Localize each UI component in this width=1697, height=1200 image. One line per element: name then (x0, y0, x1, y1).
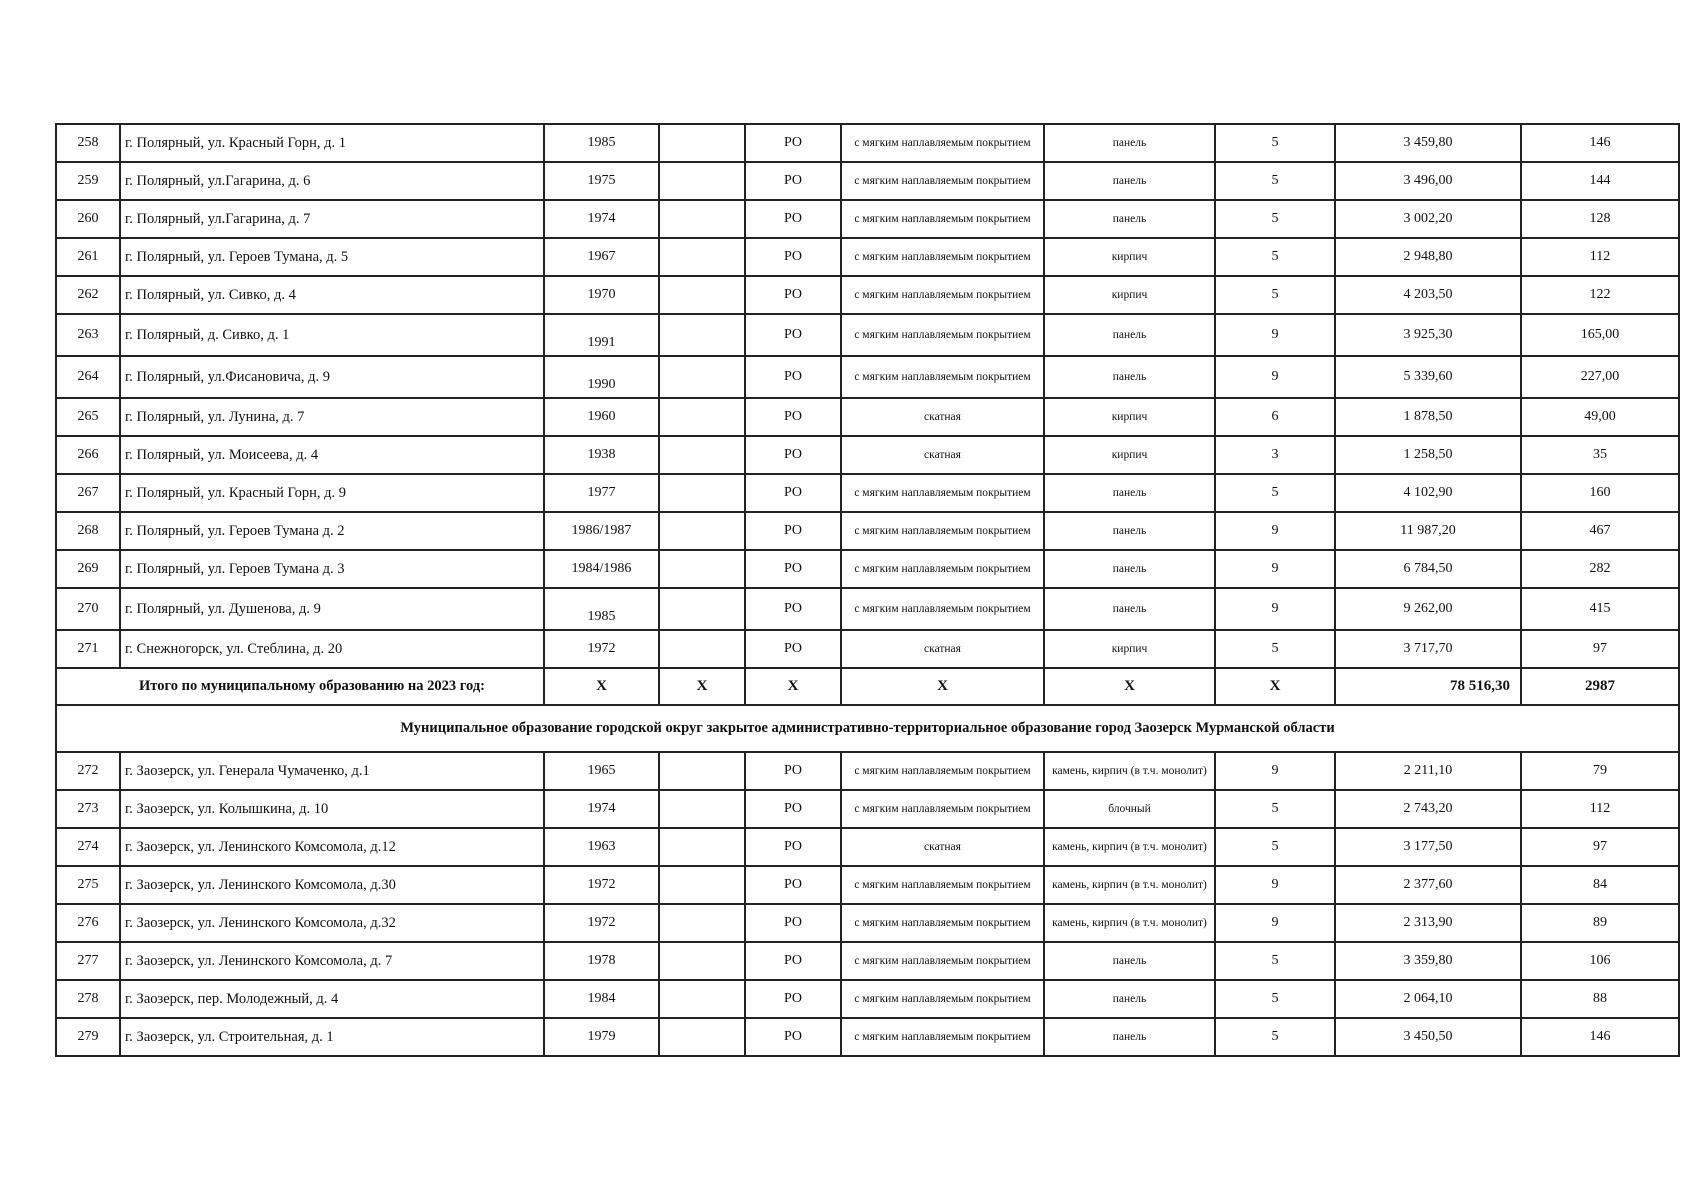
cell-area: 2 948,80 (1335, 238, 1521, 276)
cell-residents: 112 (1521, 790, 1679, 828)
cell-wall-material: камень, кирпич (в т.ч. монолит) (1044, 752, 1215, 790)
cell-floors: 6 (1215, 398, 1335, 436)
cell-org: РО (745, 904, 841, 942)
cell-area: 3 002,20 (1335, 200, 1521, 238)
cell-number: 277 (56, 942, 120, 980)
cell-roof-type: скатная (841, 436, 1044, 474)
cell-year: 1972 (544, 630, 659, 668)
cell-address: г. Полярный, ул. Сивко, д. 4 (120, 276, 544, 314)
cell-number: 278 (56, 980, 120, 1018)
table-row (56, 398, 1679, 436)
cell-floors: 9 (1215, 904, 1335, 942)
cell-area: 4 203,50 (1335, 276, 1521, 314)
table-body-polyarny (56, 124, 1679, 668)
cell-residents: 84 (1521, 866, 1679, 904)
cell-residents: 160 (1521, 474, 1679, 512)
cell-org: РО (745, 474, 841, 512)
table-row (56, 474, 1679, 512)
cell-roof-type: с мягким наплавляемым покрытием (841, 124, 1044, 162)
cell-area: 4 102,90 (1335, 474, 1521, 512)
cell-number: 265 (56, 398, 120, 436)
cell-area: 3 450,50 (1335, 1018, 1521, 1056)
cell-year: 1986/1987 (544, 512, 659, 550)
cell-org: РО (745, 866, 841, 904)
cell-number: 273 (56, 790, 120, 828)
cell-roof-type: с мягким наплавляемым покрытием (841, 162, 1044, 200)
cell-residents: 88 (1521, 980, 1679, 1018)
cell-roof-type: скатная (841, 828, 1044, 866)
section-header-row (56, 705, 1679, 752)
table-row (56, 238, 1679, 276)
cell-blank (659, 276, 745, 314)
cell-blank (659, 588, 745, 630)
cell-floors: 5 (1215, 474, 1335, 512)
cell-address: г. Полярный, ул. Героев Тумана, д. 5 (120, 238, 544, 276)
cell-area: 9 262,00 (1335, 588, 1521, 630)
cell-blank (659, 752, 745, 790)
cell-area: 5 339,60 (1335, 356, 1521, 398)
cell-floors: 9 (1215, 512, 1335, 550)
cell-year: 1960 (544, 398, 659, 436)
total-x-org: X (745, 668, 841, 705)
cell-area: 3 177,50 (1335, 828, 1521, 866)
cell-year: 1967 (544, 238, 659, 276)
cell-year: 1965 (544, 752, 659, 790)
cell-floors: 5 (1215, 124, 1335, 162)
cell-area: 2 064,10 (1335, 980, 1521, 1018)
cell-year: 1984/1986 (544, 550, 659, 588)
cell-wall-material: панель (1044, 942, 1215, 980)
cell-year: 1972 (544, 866, 659, 904)
cell-residents: 128 (1521, 200, 1679, 238)
cell-residents: 97 (1521, 828, 1679, 866)
cell-address: г. Заозерск, ул. Колышкина, д. 10 (120, 790, 544, 828)
cell-roof-type: с мягким наплавляемым покрытием (841, 588, 1044, 630)
cell-floors: 9 (1215, 356, 1335, 398)
cell-year: 1977 (544, 474, 659, 512)
cell-year: 1978 (544, 942, 659, 980)
cell-number: 258 (56, 124, 120, 162)
cell-residents: 97 (1521, 630, 1679, 668)
cell-floors: 9 (1215, 752, 1335, 790)
cell-year: 1938 (544, 436, 659, 474)
cell-number: 279 (56, 1018, 120, 1056)
cell-blank (659, 1018, 745, 1056)
cell-roof-type: с мягким наплавляемым покрытием (841, 752, 1044, 790)
cell-address: г. Полярный, ул.Гагарина, д. 7 (120, 200, 544, 238)
cell-address: г. Заозерск, ул. Строительная, д. 1 (120, 1018, 544, 1056)
cell-org: РО (745, 942, 841, 980)
cell-roof-type: с мягким наплавляемым покрытием (841, 314, 1044, 356)
cell-floors: 9 (1215, 866, 1335, 904)
cell-address: г. Полярный, ул. Героев Тумана д. 2 (120, 512, 544, 550)
table-row (56, 512, 1679, 550)
cell-address: г. Полярный, ул. Лунина, д. 7 (120, 398, 544, 436)
table-row (56, 436, 1679, 474)
table-row (56, 314, 1679, 356)
cell-address: г. Полярный, ул. Красный Горн, д. 9 (120, 474, 544, 512)
cell-roof-type: с мягким наплавляемым покрытием (841, 980, 1044, 1018)
cell-wall-material: блочный (1044, 790, 1215, 828)
cell-address: г. Заозерск, ул. Ленинского Комсомола, д. 7 (120, 942, 544, 980)
cell-residents: 89 (1521, 904, 1679, 942)
total-x-wall: X (1044, 668, 1215, 705)
cell-address: г. Полярный, ул. Героев Тумана д. 3 (120, 550, 544, 588)
cell-blank (659, 550, 745, 588)
cell-residents: 106 (1521, 942, 1679, 980)
cell-wall-material: панель (1044, 200, 1215, 238)
cell-org: РО (745, 752, 841, 790)
cell-org: РО (745, 238, 841, 276)
table-total-section (56, 668, 1679, 752)
cell-blank (659, 356, 745, 398)
cell-area: 11 987,20 (1335, 512, 1521, 550)
cell-year: 1985 (544, 124, 659, 162)
cell-roof-type: с мягким наплавляемым покрытием (841, 550, 1044, 588)
cell-area: 2 377,60 (1335, 866, 1521, 904)
cell-blank (659, 512, 745, 550)
table-row (56, 276, 1679, 314)
cell-residents: 227,00 (1521, 356, 1679, 398)
cell-residents: 146 (1521, 1018, 1679, 1056)
cell-floors: 5 (1215, 238, 1335, 276)
cell-wall-material: камень, кирпич (в т.ч. монолит) (1044, 866, 1215, 904)
cell-floors: 5 (1215, 630, 1335, 668)
cell-wall-material: панель (1044, 356, 1215, 398)
cell-blank (659, 162, 745, 200)
total-x-roof: X (841, 668, 1044, 705)
cell-floors: 9 (1215, 588, 1335, 630)
cell-org: РО (745, 828, 841, 866)
cell-number: 268 (56, 512, 120, 550)
cell-floors: 5 (1215, 828, 1335, 866)
cell-address: г. Снежногорск, ул. Стеблина, д. 20 (120, 630, 544, 668)
cell-area: 2 743,20 (1335, 790, 1521, 828)
cell-number: 276 (56, 904, 120, 942)
cell-floors: 5 (1215, 162, 1335, 200)
cell-year: 1963 (544, 828, 659, 866)
cell-org: РО (745, 356, 841, 398)
cell-number: 264 (56, 356, 120, 398)
cell-area: 3 717,70 (1335, 630, 1521, 668)
table-row (56, 752, 1679, 790)
cell-org: РО (745, 162, 841, 200)
table-row (56, 828, 1679, 866)
cell-address: г. Полярный, ул.Гагарина, д. 6 (120, 162, 544, 200)
cell-org: РО (745, 550, 841, 588)
cell-roof-type: скатная (841, 398, 1044, 436)
table-row (56, 1018, 1679, 1056)
cell-wall-material: камень, кирпич (в т.ч. монолит) (1044, 904, 1215, 942)
cell-blank (659, 904, 745, 942)
cell-org: РО (745, 398, 841, 436)
cell-number: 267 (56, 474, 120, 512)
cell-wall-material: панель (1044, 1018, 1215, 1056)
cell-wall-material: камень, кирпич (в т.ч. монолит) (1044, 828, 1215, 866)
table-row (56, 630, 1679, 668)
cell-floors: 3 (1215, 436, 1335, 474)
cell-blank (659, 124, 745, 162)
cell-blank (659, 790, 745, 828)
total-x-blank: X (659, 668, 745, 705)
cell-floors: 5 (1215, 790, 1335, 828)
cell-roof-type: с мягким наплавляемым покрытием (841, 474, 1044, 512)
cell-area: 3 496,00 (1335, 162, 1521, 200)
cell-area: 3 359,80 (1335, 942, 1521, 980)
housing-register-table (55, 123, 1680, 1057)
cell-wall-material: панель (1044, 550, 1215, 588)
cell-roof-type: с мягким наплавляемым покрытием (841, 904, 1044, 942)
cell-roof-type: с мягким наплавляемым покрытием (841, 512, 1044, 550)
cell-blank (659, 980, 745, 1018)
cell-wall-material: кирпич (1044, 398, 1215, 436)
table-row (56, 200, 1679, 238)
cell-roof-type: с мягким наплавляемым покрытием (841, 942, 1044, 980)
cell-wall-material: кирпич (1044, 436, 1215, 474)
cell-residents: 112 (1521, 238, 1679, 276)
table-body-zaozersk (56, 752, 1679, 1056)
cell-blank (659, 314, 745, 356)
cell-year: 1974 (544, 200, 659, 238)
cell-year: 1991 (544, 314, 659, 356)
cell-floors: 9 (1215, 550, 1335, 588)
total-residents: 2987 (1521, 668, 1679, 705)
cell-floors: 5 (1215, 942, 1335, 980)
table-row (56, 356, 1679, 398)
cell-address: г. Заозерск, ул. Ленинского Комсомола, д.30 (120, 866, 544, 904)
cell-org: РО (745, 1018, 841, 1056)
table-row (56, 866, 1679, 904)
section-title: Муниципальное образование городской округ закрытое административно-территориальное образование город Заозерск Мурманской области (56, 705, 1679, 752)
cell-number: 259 (56, 162, 120, 200)
cell-residents: 282 (1521, 550, 1679, 588)
cell-floors: 5 (1215, 1018, 1335, 1056)
cell-number: 272 (56, 752, 120, 790)
cell-blank (659, 828, 745, 866)
cell-address: г. Полярный, ул. Моисеева, д. 4 (120, 436, 544, 474)
cell-year: 1990 (544, 356, 659, 398)
cell-residents: 79 (1521, 752, 1679, 790)
cell-address: г. Полярный, ул. Красный Горн, д. 1 (120, 124, 544, 162)
cell-floors: 5 (1215, 980, 1335, 1018)
table-row (56, 790, 1679, 828)
cell-blank (659, 474, 745, 512)
cell-address: г. Полярный, ул. Душенова, д. 9 (120, 588, 544, 630)
cell-area: 2 211,10 (1335, 752, 1521, 790)
cell-number: 260 (56, 200, 120, 238)
table-row (56, 942, 1679, 980)
cell-residents: 146 (1521, 124, 1679, 162)
cell-roof-type: с мягким наплавляемым покрытием (841, 1018, 1044, 1056)
cell-blank (659, 630, 745, 668)
cell-area: 2 313,90 (1335, 904, 1521, 942)
table-row (56, 162, 1679, 200)
table-row (56, 124, 1679, 162)
table-row (56, 980, 1679, 1018)
cell-year: 1975 (544, 162, 659, 200)
cell-number: 266 (56, 436, 120, 474)
cell-org: РО (745, 276, 841, 314)
cell-wall-material: кирпич (1044, 238, 1215, 276)
total-x-floors: X (1215, 668, 1335, 705)
cell-year: 1972 (544, 904, 659, 942)
cell-year: 1974 (544, 790, 659, 828)
cell-number: 263 (56, 314, 120, 356)
cell-area: 1 878,50 (1335, 398, 1521, 436)
cell-residents: 35 (1521, 436, 1679, 474)
cell-blank (659, 866, 745, 904)
cell-roof-type: с мягким наплавляемым покрытием (841, 790, 1044, 828)
cell-number: 270 (56, 588, 120, 630)
cell-number: 271 (56, 630, 120, 668)
cell-year: 1979 (544, 1018, 659, 1056)
document-page (55, 123, 1678, 1057)
cell-residents: 144 (1521, 162, 1679, 200)
cell-residents: 165,00 (1521, 314, 1679, 356)
cell-floors: 9 (1215, 314, 1335, 356)
cell-area: 3 925,30 (1335, 314, 1521, 356)
cell-org: РО (745, 790, 841, 828)
cell-address: г. Заозерск, ул. Ленинского Комсомола, д.12 (120, 828, 544, 866)
total-label: Итого по муниципальному образованию на 2023 год: (56, 668, 544, 705)
total-area: 78 516,30 (1335, 668, 1521, 705)
cell-blank (659, 200, 745, 238)
cell-area: 6 784,50 (1335, 550, 1521, 588)
cell-roof-type: с мягким наплавляемым покрытием (841, 866, 1044, 904)
cell-blank (659, 436, 745, 474)
cell-year: 1970 (544, 276, 659, 314)
cell-wall-material: панель (1044, 314, 1215, 356)
cell-wall-material: панель (1044, 588, 1215, 630)
table-row (56, 550, 1679, 588)
cell-residents: 49,00 (1521, 398, 1679, 436)
cell-number: 275 (56, 866, 120, 904)
cell-residents: 122 (1521, 276, 1679, 314)
cell-address: г. Заозерск, ул. Генерала Чумаченко, д.1 (120, 752, 544, 790)
cell-roof-type: с мягким наплавляемым покрытием (841, 276, 1044, 314)
cell-number: 262 (56, 276, 120, 314)
cell-number: 261 (56, 238, 120, 276)
cell-blank (659, 238, 745, 276)
cell-org: РО (745, 124, 841, 162)
cell-address: г. Заозерск, ул. Ленинского Комсомола, д.32 (120, 904, 544, 942)
table-row (56, 904, 1679, 942)
cell-blank (659, 942, 745, 980)
cell-wall-material: кирпич (1044, 276, 1215, 314)
cell-residents: 467 (1521, 512, 1679, 550)
cell-wall-material: кирпич (1044, 630, 1215, 668)
total-x-year: X (544, 668, 659, 705)
cell-org: РО (745, 200, 841, 238)
cell-area: 3 459,80 (1335, 124, 1521, 162)
cell-org: РО (745, 980, 841, 1018)
cell-floors: 5 (1215, 200, 1335, 238)
cell-number: 269 (56, 550, 120, 588)
cell-wall-material: панель (1044, 162, 1215, 200)
cell-number: 274 (56, 828, 120, 866)
cell-org: РО (745, 314, 841, 356)
cell-floors: 5 (1215, 276, 1335, 314)
cell-area: 1 258,50 (1335, 436, 1521, 474)
cell-roof-type: с мягким наплавляемым покрытием (841, 238, 1044, 276)
cell-year: 1984 (544, 980, 659, 1018)
cell-roof-type: с мягким наплавляемым покрытием (841, 200, 1044, 238)
table-row (56, 588, 1679, 630)
cell-address: г. Полярный, д. Сивко, д. 1 (120, 314, 544, 356)
cell-org: РО (745, 436, 841, 474)
cell-address: г. Заозерск, пер. Молодежный, д. 4 (120, 980, 544, 1018)
cell-wall-material: панель (1044, 512, 1215, 550)
cell-org: РО (745, 588, 841, 630)
cell-org: РО (745, 512, 841, 550)
total-row (56, 668, 1679, 705)
cell-wall-material: панель (1044, 124, 1215, 162)
cell-wall-material: панель (1044, 474, 1215, 512)
cell-org: РО (745, 630, 841, 668)
cell-blank (659, 398, 745, 436)
cell-year: 1985 (544, 588, 659, 630)
cell-residents: 415 (1521, 588, 1679, 630)
cell-wall-material: панель (1044, 980, 1215, 1018)
cell-roof-type: с мягким наплавляемым покрытием (841, 356, 1044, 398)
cell-address: г. Полярный, ул.Фисановича, д. 9 (120, 356, 544, 398)
cell-roof-type: скатная (841, 630, 1044, 668)
